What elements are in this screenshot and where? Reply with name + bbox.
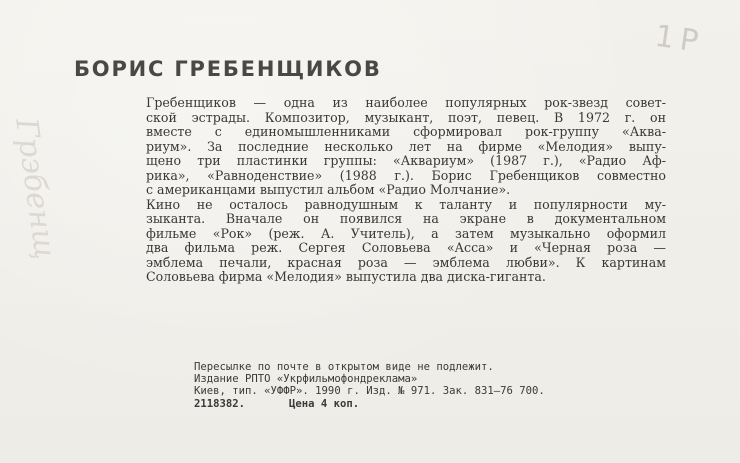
biography-line: два фильма реж. Сергея Соловьева «Асса» и «Черная роза — — [146, 241, 666, 255]
card-title: БОРИС ГРЕБЕНЩИКОВ — [74, 57, 382, 81]
publisher-line: Издание РПТО «Укрфильмофондреклама» — [194, 373, 418, 386]
price: Цена 4 коп. — [289, 397, 360, 410]
publisher-imprint — [194, 361, 624, 410]
biography-line: зыканта. Вначале он появился на экране в документальном — [146, 212, 666, 226]
biography-text — [146, 96, 666, 285]
biography-line: фильме «Рок» (реж. А. Учитель), а затем музыкально оформил — [146, 226, 666, 241]
biography-line: щено три пластинки группы: «Аквариум» (1987 г.), «Радио Аф- — [146, 154, 666, 168]
postal-note: Пересылке по почте в открытом виде не подлежит. — [194, 361, 494, 373]
biography-line: Кино не осталось равнодушным к таланту и популярности му- — [146, 197, 666, 212]
biography-line: Гребенщиков — одна из наиболее популярных рок-звезд совет- — [146, 96, 666, 110]
code-price-line — [194, 398, 624, 410]
biography-line: Соловьева фирма «Мелодия» выпустила два диска-гиганта. — [146, 270, 546, 284]
biography-line: ской эстрады. Композитор, музыкант, поэт, певец. В 1972 г. он — [146, 110, 666, 125]
biography-line: вместе с единомышленниками сформировал рок-группу «Аква- — [146, 125, 666, 139]
biography-line: эмблема печали, красная роза — эмблема любви». К картинам — [146, 255, 666, 270]
biography-line: риум». За последние несколько лет на фирме «Мелодия» выпу- — [146, 139, 666, 154]
print-info-line: Киев, тип. «УФФР». 1990 г. Изд. № 971. Зак. 831—76 700. — [194, 385, 545, 398]
biography-line: с американцами выпустил альбом «Радио Молчание». — [146, 183, 511, 197]
print-code: 2118382. — [194, 397, 246, 410]
pencil-corner-mark: 1Р — [652, 18, 707, 61]
biography-line: рика», «Равноденствие» (1988 г.). Борис Гребенщиков совместно — [146, 168, 666, 183]
pencil-side-mark: Грэбенщ — [8, 115, 63, 262]
